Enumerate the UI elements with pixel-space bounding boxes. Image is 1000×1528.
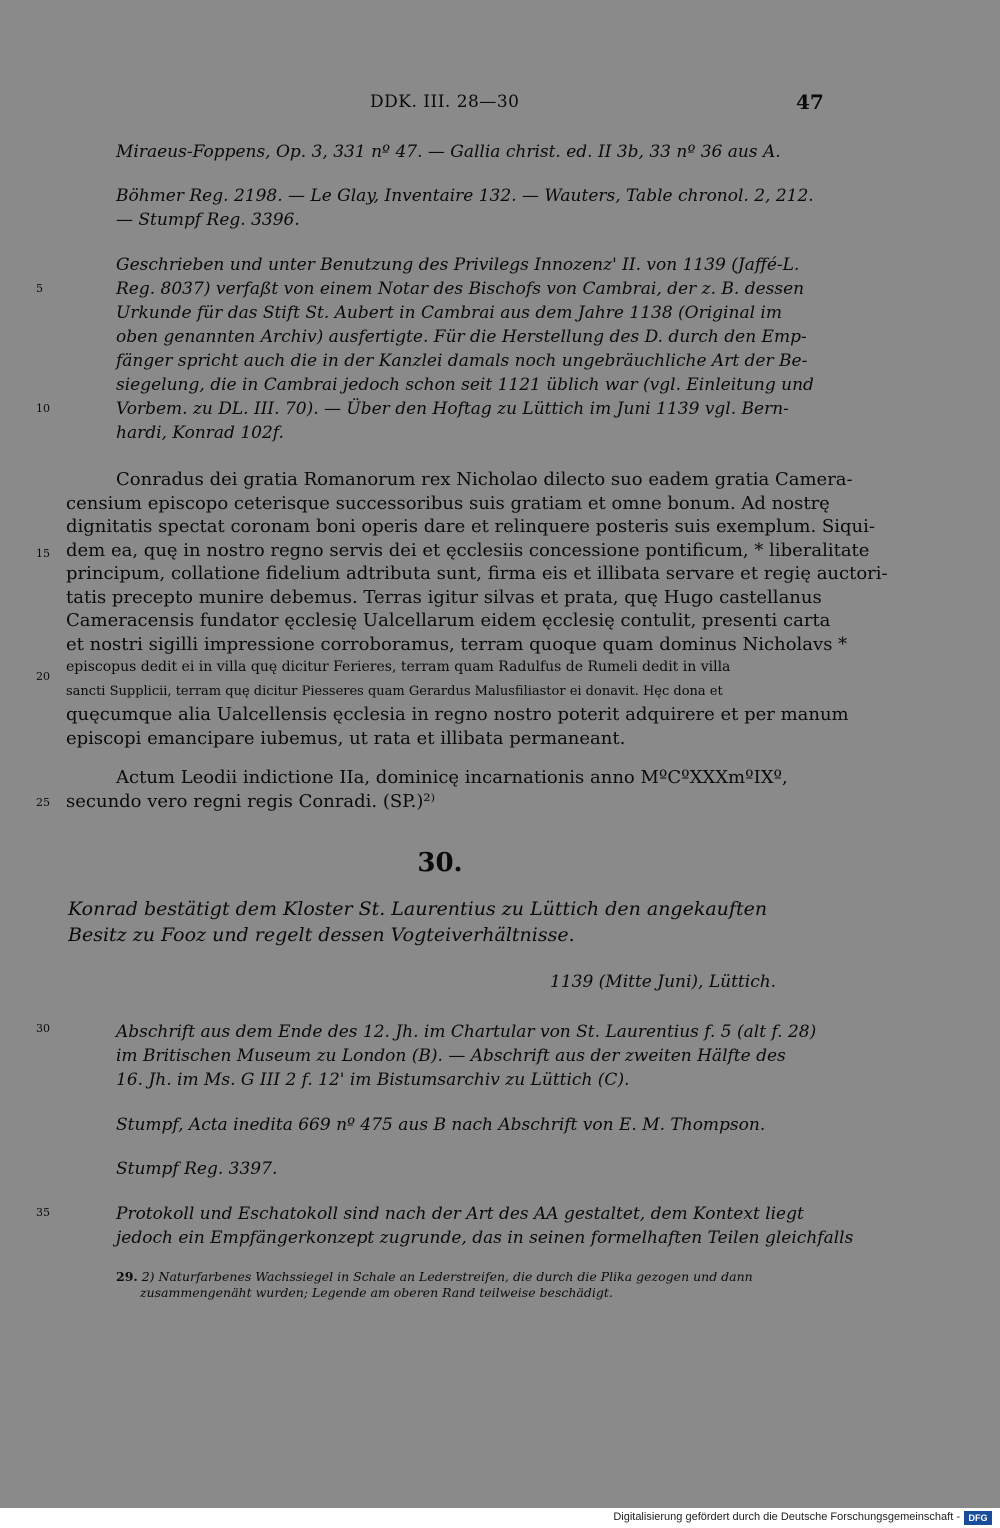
doc29-commentary: Geschrieben und unter Benutzung des Privilegs Innozenz' II. von 1139 (Jaffé-L. Reg. 8037) verfaßt von einem Notar des Bischofs von Cambrai, der z. B. dessen Urkunde für das Stift St. Aubert in Cambrai aus dem Jahre 1138 (Original im oben genannten Archiv) ausfertigte. Für die Herstellung des D. durch den Emp- fänger spricht auch die in der Kanzlei damals noch ungebräuchliche Art der Be- siegelung, die in Cambrai jedoch schon seit 1121 üblich war (vgl. Einleitung und Vorbem. zu DL. III. 70). — Über den Hoftag zu Lüttich im Juni 1139 vgl. Bern- hardi, Konrad 102f.	[116, 255, 814, 443]
doc30-summary: Konrad bestätigt dem Kloster St. Laurentius zu Lüttich den angekauften Besitz zu Fooz und regelt dessen Vogteiverhältnisse.	[68, 898, 768, 946]
page-number: 47	[796, 90, 824, 114]
doc29-sources-2: Böhmer Reg. 2198. — Le Glay, Inventaire 132. — Wauters, Table chronol. 2, 212. — Stumpf Reg. 3396.	[116, 186, 814, 230]
line-number: 25	[36, 796, 50, 809]
line-number: 15	[36, 547, 50, 560]
document-number-heading: 30.	[417, 848, 463, 878]
running-header	[0, 92, 1000, 118]
line-number: 5	[36, 282, 43, 295]
doc30-commentary: Protokoll und Eschatokoll sind nach der Art des AA gestaltet, dem Kontext liegt jedoch ein Empfängerkonzept zugrunde, das in seinen formelhaften Teilen gleichfalls	[116, 1204, 854, 1248]
line-number: 35	[36, 1206, 50, 1219]
footnote-ref: 29.	[116, 1269, 138, 1284]
doc30-print-1: Stumpf, Acta inedita 669 nº 475 aus B nach Abschrift von E. M. Thompson.	[116, 1115, 766, 1135]
doc29-sources-1: Miraeus-Foppens, Op. 3, 331 nº 47. — Gallia christ. ed. II 3b, 33 nº 36 aus A.	[116, 142, 781, 162]
dfg-logo-icon: DFG	[964, 1511, 992, 1525]
dfg-footer-bar	[0, 1508, 1000, 1528]
line-number: 30	[36, 1022, 50, 1035]
doc30-print-2: Stumpf Reg. 3397.	[116, 1159, 278, 1179]
footnote: 29. 2) Naturfarbenes Wachssiegel in Schale an Lederstreifen, die durch die Plika gezogen und dann zusammengenäht wurden; Legende am oberen Rand teilweise beschädigt.	[116, 1269, 753, 1300]
dfg-funding-note: Digitalisierung gefördert durch die Deutsche Forschungsgemeinschaft -	[613, 1511, 960, 1523]
running-title: DDK. III. 28—30	[370, 92, 520, 112]
line-number: 10	[36, 402, 50, 415]
line-number: 20	[36, 670, 50, 683]
doc30-date-place: 1139 (Mitte Juni), Lüttich.	[550, 972, 777, 992]
doc30-tradition: Abschrift aus dem Ende des 12. Jh. im Chartular von St. Laurentius f. 5 (alt f. 28) im Britischen Museum zu London (B). — Abschrift aus der zweiten Hälfte des 16. Jh. im Ms. G III 2 f. 12' im Bistumsarchiv zu Lüttich (C).	[116, 1022, 817, 1090]
doc29-text: Conradus dei gratia Romanorum rex Nicholao dilecto suo eadem gratia Camera- censium episcopo ceterisque successoribus suis gratiam et omne bonum. Ad nostrę dignitatis spectat coronam boni operis dare et relinquere posteris suis exemplum. Siqui- dem ea, quę in nostro regno servis dei et ęcclesiis concessione pontificum, * liberalitate principum, collatione fidelium adtributa sunt, firma eis et illibata servare et regię auctori- tatis precepto munire debemus. Terras igitur silvas et prata, quę Hugo castellanus Cameracensis fundator ęcclesię Ualcellarum eidem ęcclesię contulit, presenti carta et nostri sigilli impressione corroboramus, terram quoque quam dominus Nicholavs * episcopus dedit ei in villa quę dicitur Ferieres, terram quam Radulfus de Rumeli dedit in villa sancti Supplicii, terram quę dicitur Piesseres quam Gerardus Malusfiliastor ei donavit. Hęc dona et quęcumque alia Ualcellensis ęcclesia in regno nostro poterit adquirere et per manum episcopi emancipare iubemus, ut rata et illibata permaneant.	[66, 469, 888, 749]
doc29-actum: Actum Leodii indictione IIa, dominicę incarnationis anno MºCºXXXmºIXº, secundo vero regni regis Conradi. (SP.)²⁾	[66, 767, 788, 812]
